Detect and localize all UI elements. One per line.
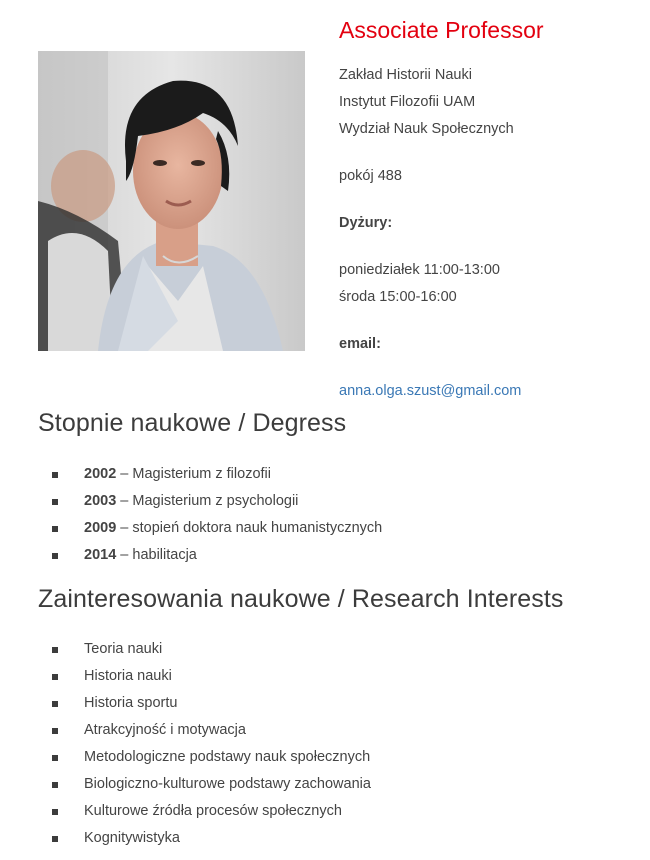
faculty-text: Wydział Nauk Społecznych xyxy=(339,121,514,137)
interest-text: Biologiczno-kulturowe podstawy zachowania xyxy=(84,776,371,792)
profile-photo xyxy=(38,51,305,351)
degree-text: – stopień doktora nauk humanistycznych xyxy=(116,520,383,536)
interest-text: Historia sportu xyxy=(84,695,178,711)
email-link[interactable]: anna.olga.szust@gmail.com xyxy=(339,383,522,399)
list-item xyxy=(52,690,371,717)
interest-text: Metodologiczne podstawy nauk społecznych xyxy=(84,749,371,765)
degree-text: – Magisterium z psychologii xyxy=(116,493,299,509)
bullet-icon xyxy=(52,782,58,788)
list-item xyxy=(52,717,371,744)
office-hours-wednesday: środa 15:00-16:00 xyxy=(339,289,457,305)
room-text: pokój 488 xyxy=(339,168,402,184)
bullet-icon xyxy=(52,755,58,761)
email-label: email: xyxy=(339,336,381,352)
interest-text: Kulturowe źródła procesów społecznych xyxy=(84,803,342,819)
degrees-heading: Stopnie naukowe / Degress xyxy=(38,409,347,437)
office-hours-label: Dyżury: xyxy=(339,215,393,231)
bullet-icon xyxy=(52,728,58,734)
list-item xyxy=(52,461,382,488)
list-item xyxy=(52,663,371,690)
degree-text: – habilitacja xyxy=(116,547,197,563)
list-item xyxy=(52,744,371,771)
degree-year: 2014 xyxy=(84,547,117,563)
department-text: Zakład Historii Nauki xyxy=(339,67,472,83)
list-item xyxy=(52,825,371,852)
interest-text: Historia nauki xyxy=(84,668,172,684)
interest-text: Atrakcyjność i motywacja xyxy=(84,722,246,738)
interests-heading: Zainteresowania naukowe / Research Interests xyxy=(38,585,564,613)
contact-info xyxy=(339,14,639,405)
list-item xyxy=(52,488,382,515)
interest-text: Teoria nauki xyxy=(84,641,163,657)
list-item xyxy=(52,515,382,542)
bullet-icon xyxy=(52,472,58,478)
degree-year: 2009 xyxy=(84,520,117,536)
degree-year: 2002 xyxy=(84,466,117,482)
degree-text: – Magisterium z filozofii xyxy=(116,466,271,482)
interest-text: Kognitywistyka xyxy=(84,830,180,846)
bullet-icon xyxy=(52,526,58,532)
office-hours-monday: poniedziałek 11:00-13:00 xyxy=(339,262,500,278)
list-item xyxy=(52,798,371,825)
bullet-icon xyxy=(52,836,58,842)
bullet-icon xyxy=(52,499,58,505)
bullet-icon xyxy=(52,553,58,559)
institute-text: Instytut Filozofii UAM xyxy=(339,94,476,110)
bullet-icon xyxy=(52,674,58,680)
degrees-list xyxy=(52,461,382,569)
bullet-icon xyxy=(52,647,58,653)
bullet-icon xyxy=(52,701,58,707)
list-item xyxy=(52,636,371,663)
list-item xyxy=(52,542,382,569)
degree-year: 2003 xyxy=(84,493,117,509)
interests-list xyxy=(52,636,371,852)
list-item xyxy=(52,771,371,798)
bullet-icon xyxy=(52,809,58,815)
position-title: Associate Professor xyxy=(339,17,544,43)
portrait-image xyxy=(38,51,305,351)
